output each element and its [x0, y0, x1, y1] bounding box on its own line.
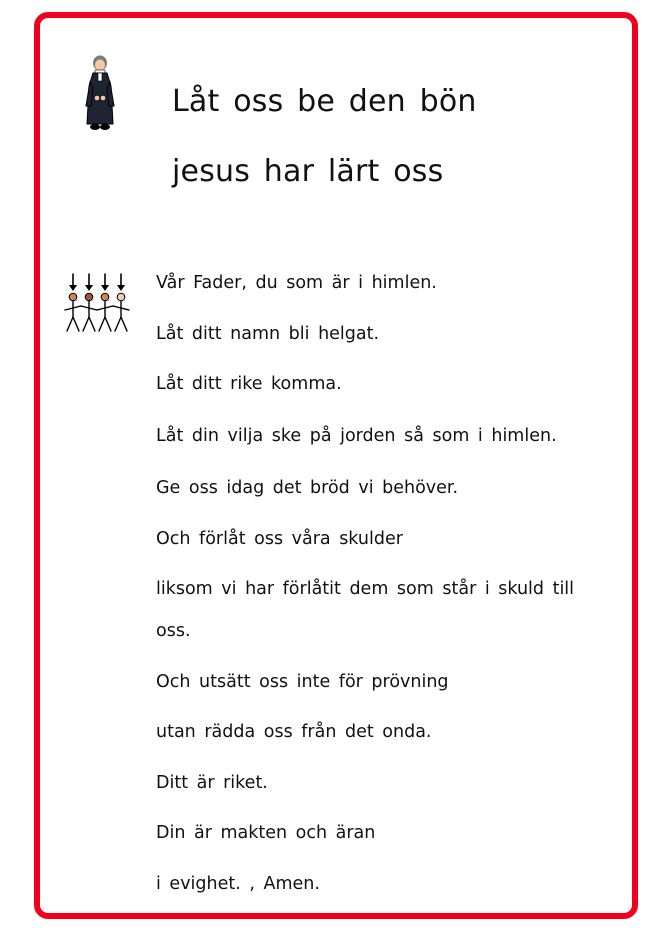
praying-people-icon	[63, 272, 133, 334]
prayer-line: liksom vi har förlåtit dem som står i skuld till	[156, 579, 575, 599]
page-title-line-1: Låt oss be den bön	[172, 84, 477, 119]
page-title-line-2: jesus har lärt oss	[172, 154, 444, 189]
prayer-line: oss.	[156, 621, 191, 641]
prayer-line: Låt ditt rike komma.	[156, 374, 342, 394]
prayer-line: i evighet. , Amen.	[156, 874, 320, 894]
priest-icon	[80, 54, 120, 132]
prayer-line: Din är makten och äran	[156, 823, 376, 843]
prayer-line: Ditt är riket.	[156, 773, 268, 793]
prayer-line: Ge oss idag det bröd vi behöver.	[156, 478, 459, 498]
page-border-frame	[34, 12, 638, 919]
prayer-line: Och förlåt oss våra skulder	[156, 529, 403, 549]
prayer-line: Vår Fader, du som är i himlen.	[156, 273, 437, 293]
prayer-line: Och utsätt oss inte för prövning	[156, 672, 449, 692]
prayer-line: utan rädda oss från det onda.	[156, 722, 432, 742]
prayer-line: Låt din vilja ske på jorden så som i himlen.	[156, 426, 557, 446]
prayer-line: Låt ditt namn bli helgat.	[156, 324, 380, 344]
